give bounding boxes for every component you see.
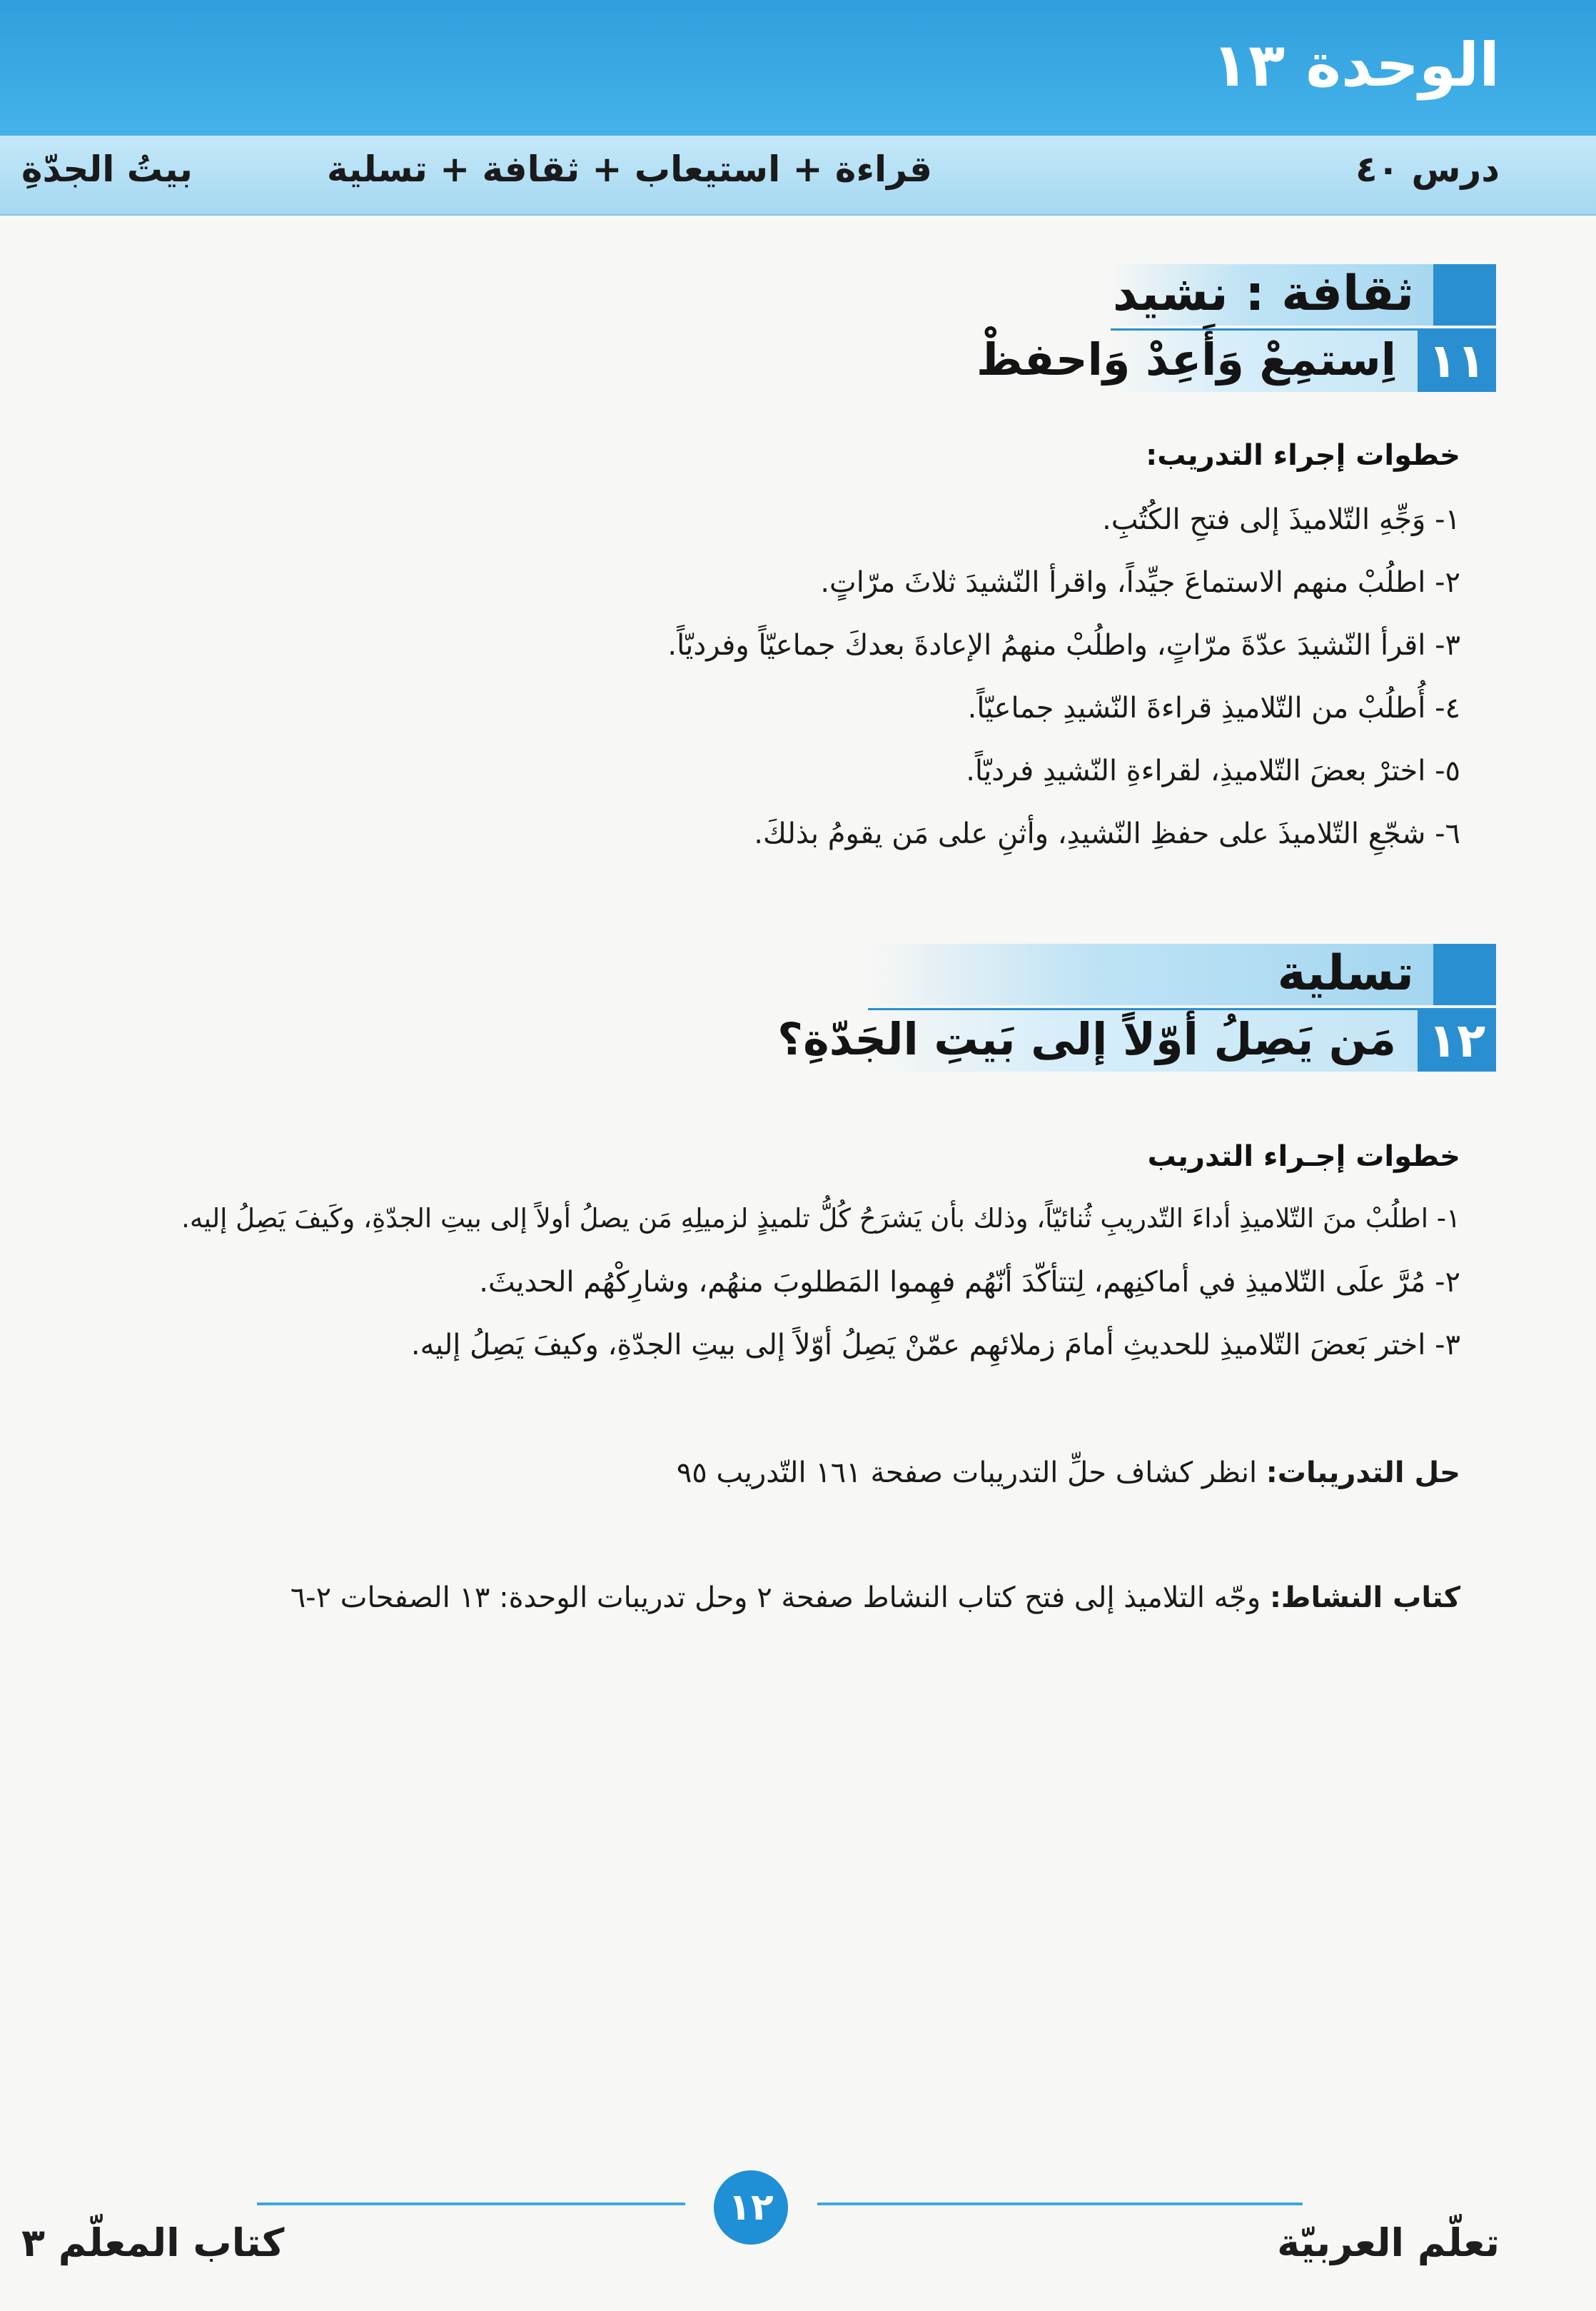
- fun-steps-heading: خطوات إجـراء التدريب: [1147, 1140, 1460, 1173]
- culture-step-1: ١- وَجِّهِ التّلاميذَ إلى فتحِ الكُتُبِ.: [1102, 503, 1460, 536]
- series-title: تعلّم العربيّة: [1277, 2220, 1500, 2265]
- exercise-11-title: اِستمِعْ وَأَعِدْ وَاحفظْ: [976, 333, 1396, 386]
- lesson-number: درس ٤٠: [1355, 148, 1500, 190]
- culture-section-header: [1111, 264, 1496, 326]
- activity-book-label: كتاب النشاط:: [1269, 1581, 1460, 1614]
- top-header-band: [0, 0, 1596, 136]
- exercise-11-number: ١١: [1418, 331, 1496, 392]
- fun-section-header: [868, 944, 1496, 1005]
- lesson-skills: قراءة + استيعاب + ثقافة + تسلية: [327, 148, 932, 190]
- activity-book-text: وجّه التلاميذ إلى فتح كتاب النشاط صفحة ٢ وحل تدريبات الوحدة: ١٣ الصفحات ٢-٦: [290, 1581, 1261, 1614]
- fun-step-2: ٢- مُرَّ علَى التّلاميذِ في أماكنِهم، لِتتأكّدَ أنّهُم فهِموا المَطلوبَ منهُم، وشارِكْهُم الحديثَ.: [479, 1266, 1460, 1299]
- lesson-title: بيتُ الجدّةِ: [21, 148, 193, 190]
- culture-step-2: ٢- اطلُبْ منهم الاستماعَ جيِّداً، واقرأ النّشيدَ ثلاثَ مرّاتٍ.: [820, 566, 1460, 599]
- section-tab: [1433, 944, 1496, 1005]
- unit-title: الوحدة ١٣: [1211, 30, 1500, 100]
- solutions-line: [677, 1456, 1460, 1489]
- culture-steps-heading: خطوات إجراء التدريب:: [1146, 439, 1460, 472]
- fun-step-3: ٣- اختر بَعضَ التّلاميذِ للحديثِ أمامَ زملائهِم عمّنْ يَصِلُ أوّلاً إلى بيتِ الجدّةِ، وكيفَ يَصِلُ إليه.: [410, 1329, 1460, 1361]
- culture-step-5: ٥- اخترْ بعضَ التّلاميذِ، لقراءةِ النّشيدِ فرديّاً.: [966, 755, 1460, 787]
- book-title: كتاب المعلّم ٣: [21, 2220, 285, 2265]
- exercise-12-title: مَن يَصِلُ أوّلاً إلى بَيتِ الجَدّةِ؟: [777, 1013, 1396, 1065]
- fun-step-1: ١- اطلُبْ منَ التّلاميذِ أداءَ التّدريبِ ثُنائيّاً، وذلك بأن يَشرَحُ كُلُّ تلميذٍ لزميلِهِ مَن يصلُ أولاً إلى بيتِ الجدّةِ، وكَيفَ يَصِلُ إليه.: [181, 1203, 1460, 1234]
- culture-step-6: ٦- شجّعِ التّلاميذَ على حفظِ النّشيدِ، وأثنِ على مَن يقومُ بذلكَ.: [754, 817, 1460, 850]
- solutions-text: انظر كشاف حلِّ التدريبات صفحة ١٦١ التّدريب ٩٥: [676, 1456, 1258, 1489]
- culture-step-4: ٤- أُطلُبْ من التّلاميذِ قراءةَ النّشيدِ جماعيّاً.: [967, 692, 1460, 725]
- page-number: ١٢: [714, 2170, 788, 2245]
- activity-book-line: [291, 1581, 1460, 1614]
- footer-divider-left: [257, 2202, 685, 2205]
- exercise-12-header: [777, 1008, 1496, 1072]
- fun-section-title: تسلية: [1277, 945, 1414, 1002]
- solutions-label: حل التدريبات:: [1266, 1456, 1460, 1489]
- footer-divider-right: [817, 2202, 1303, 2205]
- section-tab: [1433, 264, 1496, 326]
- exercise-12-number: ١٢: [1418, 1010, 1496, 1072]
- culture-step-3: ٣- اقرأ النّشيدَ عدّةَ مرّاتٍ، واطلُبْ منهمُ الإعادةَ بعدكَ جماعيّاً وفرديّاً.: [667, 629, 1460, 662]
- culture-section-title: ثقافة : نشيد: [1112, 266, 1414, 322]
- exercise-11-header: [976, 328, 1496, 392]
